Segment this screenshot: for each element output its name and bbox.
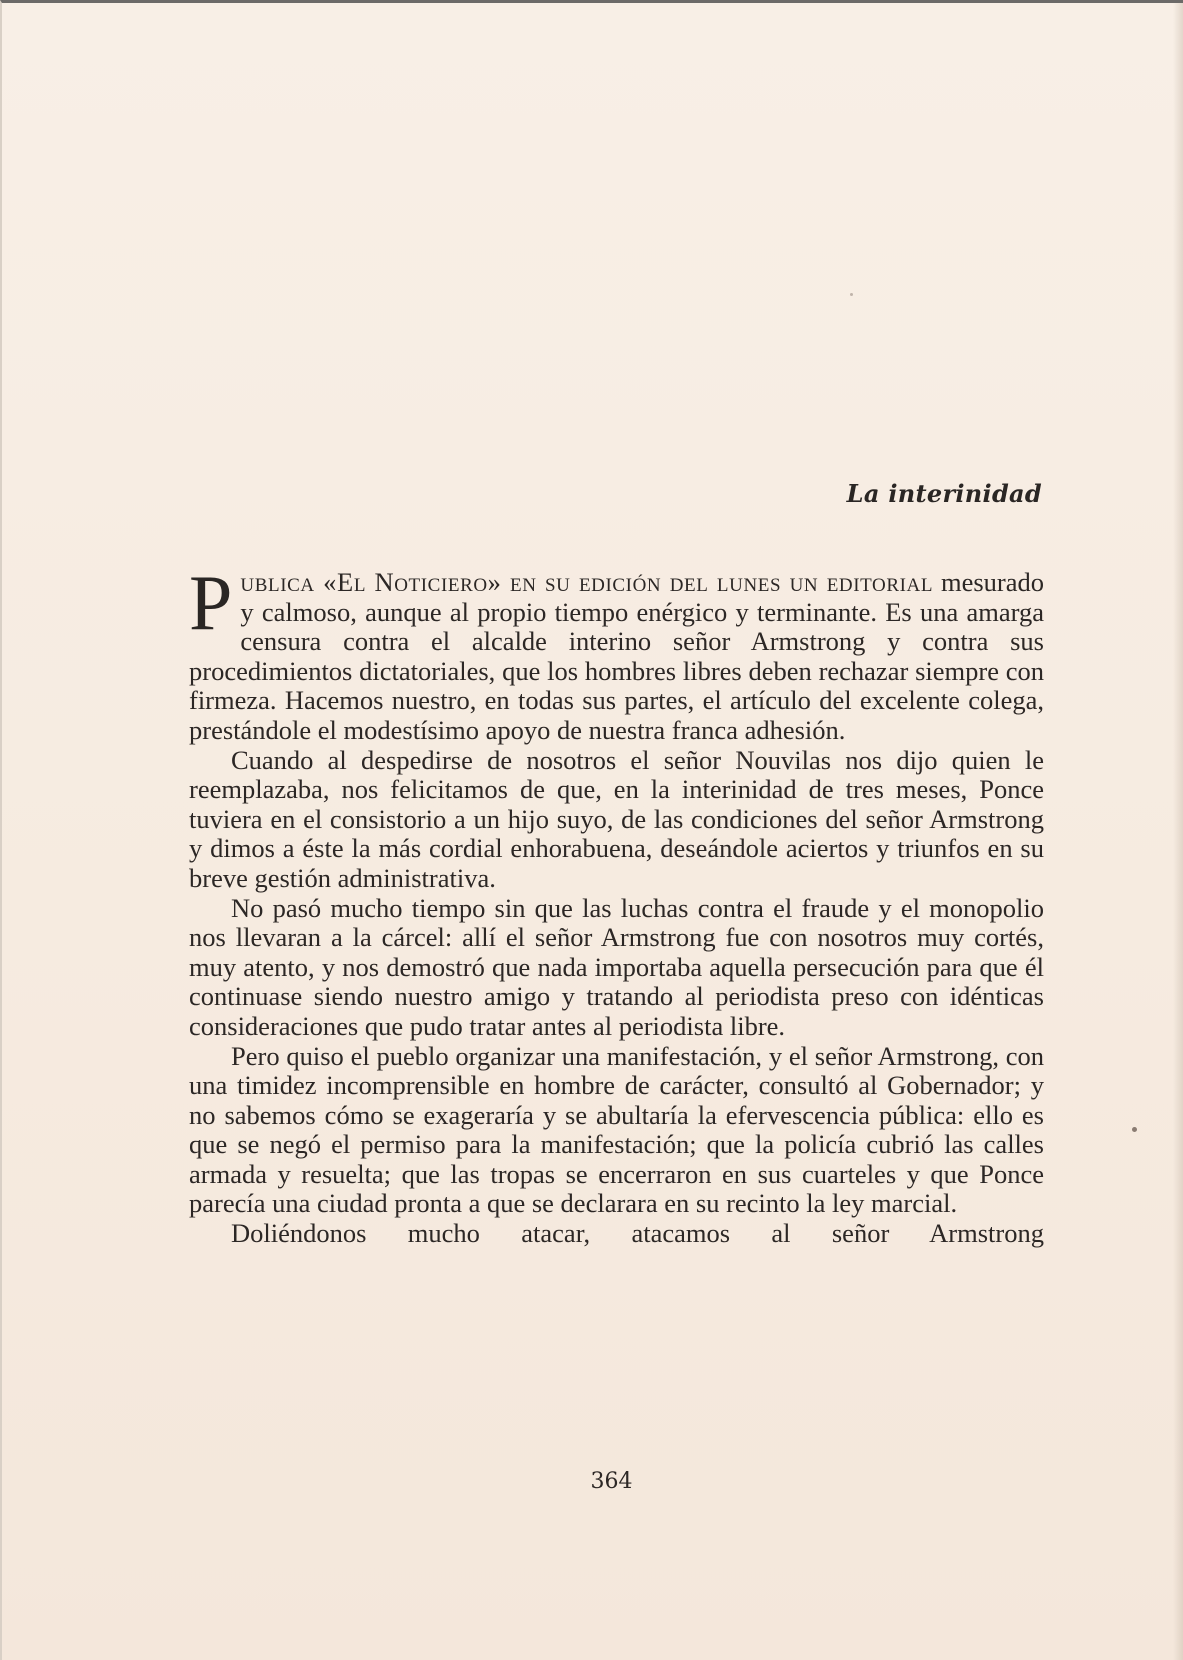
paragraph-1: [189, 559, 1044, 746]
paragraph-4: Pero quiso el pueblo organizar una manifestación, y el señor Armstrong, con una timidez incomprensible en hombre de carácter, consultó al Gobernador; y no sabemos cómo se exageraría y se abultaría la efervescencia pública: ello es que se negó el permiso para la manifestación; que la policía cubrió las calles armada y resuelta; que las tropas se encerraron en sus cuarteles y que Ponce parecía una ciudad pronta a que se declarara en su recinto la ley marcial.: [189, 1040, 1044, 1219]
paragraph-5: Doliéndonos mucho atacar, atacamos al señor Armstrong: [231, 1218, 1044, 1249]
paragraph-3: No pasó mucho tiempo sin que las luchas contra el fraude y el monopolio nos llevaran a la cárcel: allí el señor Armstrong fue con nosotros muy cortés, muy atento, y nos demostró que nada importaba aquella persecución para que él continuase siendo nuestro amigo y tratando al periodista preso con idénticas consideraciones que pudo tratar antes al periodista libre.: [189, 892, 1044, 1041]
paragraph-2: Cuando al despedirse de nosotros el señor Nouvilas nos dijo quien le reemplazaba, nos felicitamos de que, en la interinidad de tres meses, Ponce tuviera en el consistorio a un hijo suyo, de las condiciones del señor Armstrong y dimos a éste la más cordial enhorabuena, deseándole aciertos y triunfos en su breve gestión administrativa.: [189, 744, 1044, 893]
paper-speck: [1132, 1127, 1137, 1132]
paragraph-1-text: mesurado y calmoso, aunque al propio tiempo enérgico y terminante. Es una amarga censura contra el alcalde interino señor Armstrong y contra sus procedimientos dictatoriales, que los hombres libres deben rechazar siempre con firmeza. Hacemos nuestro, en todas sus partes, el artículo del excelente colega, prestándole el modestísimo apoyo de nuestra franca adhesión.: [189, 567, 1044, 745]
page-number: 364: [590, 1469, 633, 1494]
chapter-title: La interinidad: [846, 479, 1042, 508]
paper-speck: [850, 293, 853, 296]
lead-in-small-caps: ublica «El Noticiero» en su edición del lunes un editorial: [240, 567, 934, 597]
article-body: [189, 559, 1044, 1249]
drop-cap: P: [189, 559, 233, 646]
